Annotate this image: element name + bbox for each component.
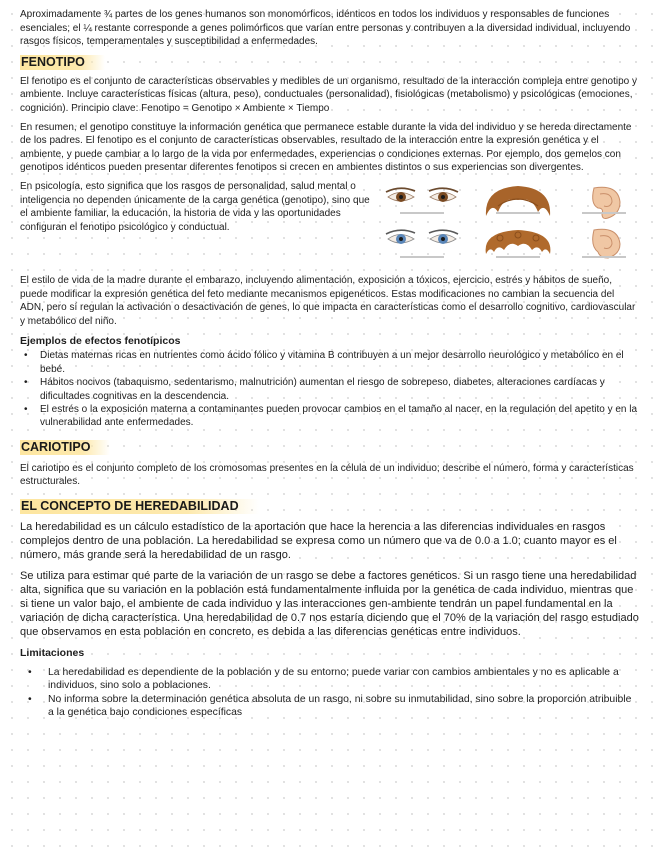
- limits-title: Limitaciones: [20, 646, 85, 659]
- examples-title: Ejemplos de efectos fenotípicos: [20, 335, 181, 348]
- psychology-row: [20, 180, 640, 266]
- heredabilidad-definition: La heredabilidad es un cálculo estadístico de la aportación que hace la herencia a las diferencias individuales en rasgos complejos dentro de una población. La heredabilidad se expresa como un número que va de 0.0 a 1.0; cuanto mayor es el número, más grande será la heredabilidad de un rasgo.: [20, 520, 617, 562]
- caption-line: [582, 256, 626, 258]
- heredabilidad-usage: Se utiliza para estimar qué parte de la variación de un rasgo se debe a factores genéticos. Si un rasgo tiene una heredabilidad alta, significa que su variación en la población está fundamentalmente influida por la genética de cada individuo, mientras que si tiene un valor bajo, el ambiente de cada individuo y las interacciones gen-ambiente tendrán un papel fundamental en la variación de dicha característica. Una heredabilidad de 0.7 nos estaría diciendo que el 70% de la variación del rasgo estudiado que observamos en esta población en concreto, es debida a las diferencias genéticas entre individuos.: [20, 569, 639, 639]
- caption-line: [496, 212, 540, 214]
- list-item: • El estrés o la exposición materna a contaminantes pueden provocar cambios en el tamaño al nacer, en la regulación del apetito y en la vulnerabilidad ante enfermedades.: [20, 403, 640, 430]
- caption-line: [496, 256, 540, 258]
- blue-eyes-image: [382, 224, 462, 264]
- phenotype-figure: [382, 182, 640, 266]
- caption-line: [582, 212, 626, 214]
- caption-line: [400, 212, 444, 214]
- fenotipo-summary: En resumen, el genotipo constituye la información genética que permanece estable durante la vida del individuo y se hereda directamente de los padres. El fenotipo es el conjunto de características observables, resultado de la interacción entre la expresión genética y el ambiente, y puede cambiar a lo largo de la vida por enfermedades, experiencias o condiciones externas. Por ejemplo, dos gemelos con genotipos idénticos pueden presentar diferentes fenotipos si crecen en ambientes distintos o sus experiencias son divergentes.: [20, 121, 632, 174]
- list-item: • Hábitos nocivos (tabaquismo, sedentarismo, malnutrición) aumentan el riesgo de sobrepeso, diabetes, alteraciones cardíacas y dificultades cognitivas en la descendencia.: [20, 376, 640, 403]
- section-heading-cariotipo: CARIOTIPO: [20, 440, 110, 455]
- list-item: • La heredabilidad es dependiente de la población y de su entorno; puede variar con cambios ambientales y no es aplicable a individuos, sino solo a poblaciones.: [20, 666, 640, 693]
- fenotipo-psychology: En psicología, esto significa que los rasgos de personalidad, salud mental o inteligencia no dependen únicamente de la carga genética (genotipo), sino que el ambiente familiar, la educación, la historia de vida y las oportunidades configuran el fenotipo psicológico y conductual.: [20, 180, 370, 233]
- list-item: • Dietas maternas ricas en nutrientes como ácido fólico y vitamina B contribuyen a un mejor desarrollo neurológico y metabólico en el bebé.: [20, 349, 640, 376]
- brown-hair-image: [478, 182, 558, 222]
- list-item: • No informa sobre la determinación genética absoluta de un rasgo, ni sobre su inmutabilidad, sino sobre la proporción atribuible a la genética bajo condiciones específicas: [20, 693, 640, 720]
- fenotipo-epigenetics: El estilo de vida de la madre durante el embarazo, incluyendo alimentación, exposición a tóxicos, ejercicio, estrés y hábitos de sueño, puede modificar la expresión genética del feto mediante mecanismos epigenéticos. Estas modificaciones no cambian la secuencia del ADN, pero sí regulan la activación o desactivación de genes, lo que impacta en características como el desarrollo cognitivo, cardiovascular y metabólico del niño.: [20, 274, 636, 327]
- caption-line: [400, 256, 444, 258]
- ear-attached-lobe-image: [572, 224, 640, 264]
- section-heading-fenotipo: FENOTIPO: [20, 55, 105, 70]
- examples-list: [20, 349, 640, 429]
- curly-hair-image: [478, 224, 558, 264]
- document-page: [20, 8, 640, 720]
- ear-free-lobe-image: [572, 182, 640, 222]
- fenotipo-definition: El fenotipo es el conjunto de características observables y medibles de un organismo, resultado de la interacción compleja entre genotipo y ambiente. Incluye características físicas (altura, peso), conductuales (personalidad), fisiológicas (metabolismo) y psicológicas (emociones, cognición). Principio clave: Fenotipo = Genotipo × Ambiente × Tiempo: [20, 75, 638, 114]
- section-heading-heredabilidad: EL CONCEPTO DE HEREDABILIDAD: [20, 499, 259, 514]
- intro-paragraph: Aproximadamente ¾ partes de los genes humanos son monomórficos, idénticos en todos los individuos y responsables de funciones esenciales; el ¼ restante corresponde a genes polimórficos que varían entre personas y contribuyen a la diversidad individual, incluyendo rasgos físicos, temperamentales y susceptibilidad a enfermedades.: [20, 9, 631, 48]
- brown-eyes-image: [382, 182, 462, 222]
- limits-list: [20, 666, 640, 720]
- cariotipo-definition: El cariotipo es el conjunto completo de los cromosomas presentes en la célula de un individuo; describe el número, forma y características estructurales.: [20, 462, 634, 488]
